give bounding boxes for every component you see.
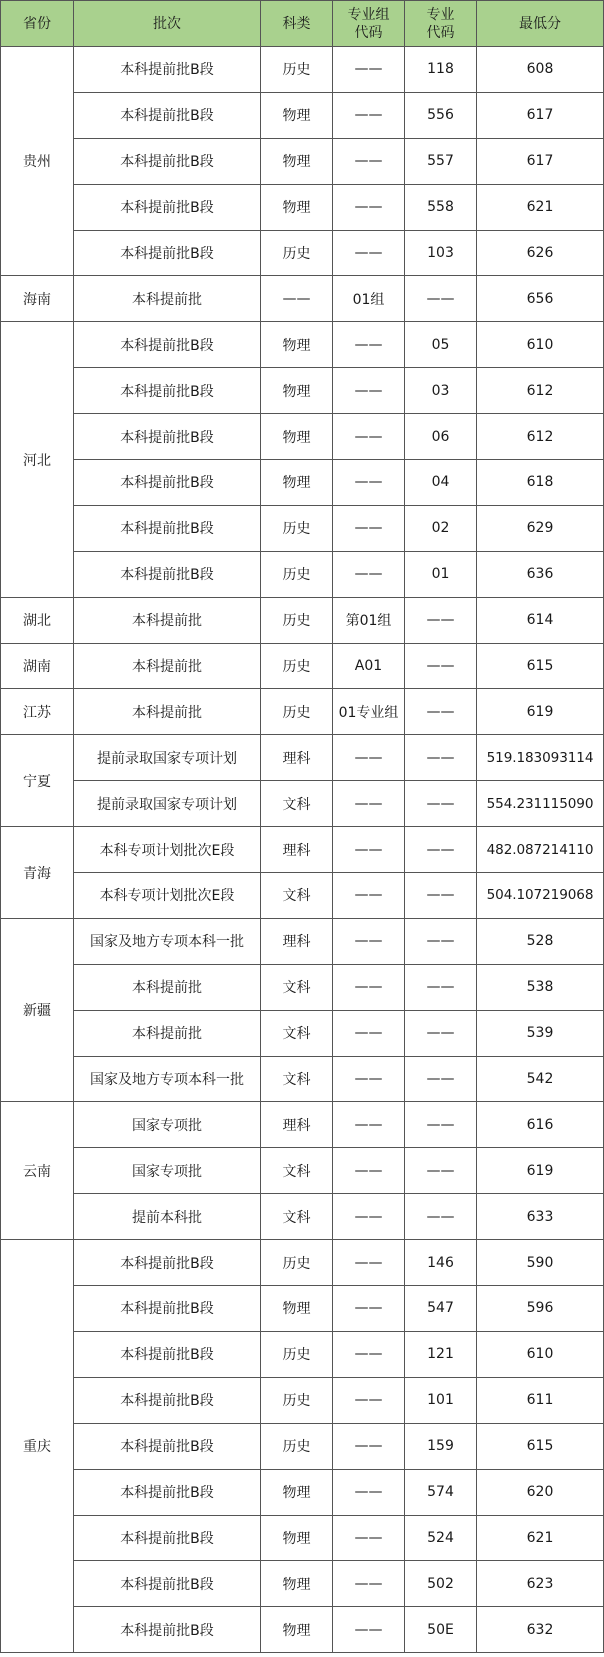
group-code-cell: —— [333,460,405,506]
header-major-code-line2: 代码 [426,24,455,41]
min-score-cell: 619 [477,1148,604,1194]
group-code-cell: —— [333,138,405,184]
min-score-cell: 623 [477,1561,604,1607]
category-cell: 物理 [261,138,333,184]
table-row [1,1515,604,1561]
major-code-cell: 556 [405,92,477,138]
province-cell: 青海 [1,827,74,919]
batch-cell: 本科提前批B段 [74,414,261,460]
group-code-cell: —— [333,1148,405,1194]
category-cell: 历史 [261,1377,333,1423]
group-code-cell: —— [333,47,405,93]
group-code-cell: —— [333,964,405,1010]
min-score-cell: 539 [477,1010,604,1056]
group-code-cell: —— [333,1102,405,1148]
category-cell: 文科 [261,781,333,827]
table-row [1,964,604,1010]
province-cell: 宁夏 [1,735,74,827]
major-code-cell: —— [405,918,477,964]
major-code-cell: 118 [405,47,477,93]
min-score-cell: 554.231115090 [477,781,604,827]
category-cell: 历史 [261,1240,333,1286]
table-row [1,1056,604,1102]
category-cell: 理科 [261,827,333,873]
group-code-cell: —— [333,92,405,138]
batch-cell: 提前录取国家专项计划 [74,781,261,827]
category-cell: 理科 [261,1102,333,1148]
category-cell: 文科 [261,1148,333,1194]
min-score-cell: 632 [477,1607,604,1653]
batch-cell: 本科提前批B段 [74,184,261,230]
major-code-cell: 557 [405,138,477,184]
category-cell: 文科 [261,964,333,1010]
category-cell: 物理 [261,414,333,460]
min-score-cell: 626 [477,230,604,276]
batch-cell: 本科提前批B段 [74,460,261,506]
min-score-cell: 610 [477,1331,604,1377]
group-code-cell: —— [333,1377,405,1423]
batch-cell: 本科提前批 [74,689,261,735]
min-score-cell: 538 [477,964,604,1010]
category-cell: 物理 [261,1607,333,1653]
group-code-cell: —— [333,781,405,827]
major-code-cell: —— [405,597,477,643]
major-code-cell: 101 [405,1377,477,1423]
major-code-cell: —— [405,827,477,873]
table-row [1,47,604,93]
group-code-cell: —— [333,1010,405,1056]
table-row [1,551,604,597]
batch-cell: 提前本科批 [74,1194,261,1240]
major-code-cell: 558 [405,184,477,230]
min-score-cell: 615 [477,1423,604,1469]
table-row [1,1240,604,1286]
province-cell: 重庆 [1,1240,74,1653]
batch-cell: 本科提前批B段 [74,322,261,368]
group-code-cell: —— [333,1056,405,1102]
major-code-cell: —— [405,735,477,781]
category-cell: 历史 [261,230,333,276]
min-score-cell: 617 [477,138,604,184]
category-cell: 物理 [261,460,333,506]
group-code-cell: —— [333,551,405,597]
table-row [1,1331,604,1377]
table-row [1,597,604,643]
category-cell: 物理 [261,322,333,368]
min-score-cell: 596 [477,1286,604,1332]
category-cell: 文科 [261,1056,333,1102]
major-code-cell: 02 [405,505,477,551]
batch-cell: 本科专项计划批次E段 [74,827,261,873]
header-province: 省份 [1,1,74,47]
major-code-cell: 146 [405,1240,477,1286]
min-score-cell: 618 [477,460,604,506]
batch-cell: 国家及地方专项本科一批 [74,918,261,964]
table-row [1,276,604,322]
table-row [1,1010,604,1056]
table-row [1,643,604,689]
header-batch: 批次 [74,1,261,47]
major-code-cell: —— [405,1102,477,1148]
category-cell: 文科 [261,1010,333,1056]
major-code-cell: —— [405,1148,477,1194]
batch-cell: 本科提前批B段 [74,1331,261,1377]
min-score-cell: 621 [477,1515,604,1561]
group-code-cell: —— [333,414,405,460]
category-cell: 物理 [261,184,333,230]
category-cell: 历史 [261,689,333,735]
group-code-cell: 01专业组 [333,689,405,735]
province-cell: 海南 [1,276,74,322]
batch-cell: 本科提前批B段 [74,1515,261,1561]
category-cell: 历史 [261,551,333,597]
category-cell: 理科 [261,735,333,781]
category-cell: 文科 [261,873,333,919]
category-cell: 历史 [261,47,333,93]
header-category: 科类 [261,1,333,47]
min-score-cell: 519.183093114 [477,735,604,781]
batch-cell: 本科提前批B段 [74,1561,261,1607]
group-code-cell: —— [333,1331,405,1377]
group-code-cell: —— [333,184,405,230]
group-code-cell: —— [333,1469,405,1515]
table-row [1,1423,604,1469]
group-code-cell: —— [333,918,405,964]
province-cell: 湖南 [1,643,74,689]
batch-cell: 本科提前批B段 [74,1607,261,1653]
table-row [1,1607,604,1653]
major-code-cell: 574 [405,1469,477,1515]
min-score-cell: 615 [477,643,604,689]
major-code-cell: —— [405,964,477,1010]
table-row [1,689,604,735]
table-row [1,1148,604,1194]
header-group-code [333,1,405,47]
batch-cell: 本科提前批B段 [74,1286,261,1332]
header-min-score: 最低分 [477,1,604,47]
province-cell: 河北 [1,322,74,597]
batch-cell: 本科提前批B段 [74,92,261,138]
table-row [1,460,604,506]
batch-cell: 本科提前批 [74,597,261,643]
province-cell: 新疆 [1,918,74,1102]
table-row [1,92,604,138]
min-score-cell: 612 [477,368,604,414]
group-code-cell: —— [333,230,405,276]
table-row [1,1102,604,1148]
batch-cell: 本科提前批B段 [74,1377,261,1423]
batch-cell: 国家及地方专项本科一批 [74,1056,261,1102]
major-code-cell: 502 [405,1561,477,1607]
province-cell: 湖北 [1,597,74,643]
category-cell: 历史 [261,505,333,551]
group-code-cell: —— [333,1423,405,1469]
major-code-cell: —— [405,276,477,322]
table-row [1,781,604,827]
major-code-cell: 01 [405,551,477,597]
group-code-cell: —— [333,827,405,873]
major-code-cell: 103 [405,230,477,276]
batch-cell: 国家专项批 [74,1102,261,1148]
group-code-cell: —— [333,322,405,368]
batch-cell: 本科专项计划批次E段 [74,873,261,919]
batch-cell: 本科提前批B段 [74,47,261,93]
category-cell: 历史 [261,643,333,689]
batch-cell: 本科提前批B段 [74,368,261,414]
table-row [1,414,604,460]
header-major-code [405,1,477,47]
min-score-cell: 482.087214110 [477,827,604,873]
batch-cell: 本科提前批 [74,1010,261,1056]
min-score-cell: 620 [477,1469,604,1515]
major-code-cell: —— [405,689,477,735]
category-cell: 物理 [261,1469,333,1515]
table-row [1,368,604,414]
major-code-cell: 121 [405,1331,477,1377]
min-score-cell: 612 [477,414,604,460]
header-major-code-line1: 专业 [426,6,455,23]
province-cell: 贵州 [1,47,74,276]
batch-cell: 本科提前批B段 [74,505,261,551]
batch-cell: 提前录取国家专项计划 [74,735,261,781]
batch-cell: 国家专项批 [74,1148,261,1194]
province-cell: 云南 [1,1102,74,1240]
group-code-cell: 第01组 [333,597,405,643]
min-score-cell: 621 [477,184,604,230]
group-code-cell: —— [333,735,405,781]
group-code-cell: —— [333,1607,405,1653]
batch-cell: 本科提前批B段 [74,138,261,184]
batch-cell: 本科提前批B段 [74,1423,261,1469]
batch-cell: 本科提前批B段 [74,1240,261,1286]
major-code-cell: —— [405,1010,477,1056]
major-code-cell: —— [405,643,477,689]
category-cell: 历史 [261,1423,333,1469]
batch-cell: 本科提前批B段 [74,1469,261,1515]
major-code-cell: 159 [405,1423,477,1469]
major-code-cell: —— [405,781,477,827]
batch-cell: 本科提前批 [74,276,261,322]
table-row [1,505,604,551]
table-row [1,735,604,781]
min-score-cell: 614 [477,597,604,643]
province-cell: 江苏 [1,689,74,735]
major-code-cell: 524 [405,1515,477,1561]
min-score-cell: 608 [477,47,604,93]
group-code-cell: —— [333,873,405,919]
min-score-cell: 617 [477,92,604,138]
batch-cell: 本科提前批B段 [74,230,261,276]
table-row [1,1561,604,1607]
major-code-cell: —— [405,1056,477,1102]
major-code-cell: 05 [405,322,477,368]
group-code-cell: —— [333,505,405,551]
group-code-cell: 01组 [333,276,405,322]
header-group-code-line1: 专业组 [347,6,390,23]
min-score-cell: 528 [477,918,604,964]
header-group-code-line2: 代码 [354,24,383,41]
min-score-cell: 619 [477,689,604,735]
category-cell: 物理 [261,368,333,414]
min-score-cell: 656 [477,276,604,322]
table-row [1,1194,604,1240]
min-score-cell: 629 [477,505,604,551]
table-body [1,47,604,1653]
category-cell: 物理 [261,92,333,138]
table-row [1,873,604,919]
group-code-cell: —— [333,368,405,414]
table-row [1,1469,604,1515]
batch-cell: 本科提前批 [74,964,261,1010]
min-score-cell: 633 [477,1194,604,1240]
major-code-cell: 50E [405,1607,477,1653]
header-row [1,1,604,47]
table-row [1,918,604,964]
group-code-cell: —— [333,1240,405,1286]
table-header [1,1,604,47]
table-row [1,184,604,230]
category-cell: 物理 [261,1286,333,1332]
min-score-cell: 610 [477,322,604,368]
major-code-cell: 04 [405,460,477,506]
batch-cell: 本科提前批 [74,643,261,689]
category-cell: 历史 [261,597,333,643]
table-row [1,138,604,184]
category-cell: —— [261,276,333,322]
category-cell: 文科 [261,1194,333,1240]
group-code-cell: —— [333,1561,405,1607]
table-row [1,230,604,276]
min-score-cell: 542 [477,1056,604,1102]
major-code-cell: 06 [405,414,477,460]
major-code-cell: —— [405,1194,477,1240]
group-code-cell: A01 [333,643,405,689]
batch-cell: 本科提前批B段 [74,551,261,597]
min-score-cell: 590 [477,1240,604,1286]
min-score-cell: 616 [477,1102,604,1148]
min-score-cell: 636 [477,551,604,597]
min-score-cell: 611 [477,1377,604,1423]
table-row [1,322,604,368]
group-code-cell: —— [333,1515,405,1561]
category-cell: 物理 [261,1515,333,1561]
group-code-cell: —— [333,1194,405,1240]
table-row [1,827,604,873]
group-code-cell: —— [333,1286,405,1332]
table-row [1,1377,604,1423]
category-cell: 理科 [261,918,333,964]
category-cell: 历史 [261,1331,333,1377]
min-score-cell: 504.107219068 [477,873,604,919]
major-code-cell: —— [405,873,477,919]
category-cell: 物理 [261,1561,333,1607]
major-code-cell: 03 [405,368,477,414]
table-row [1,1286,604,1332]
major-code-cell: 547 [405,1286,477,1332]
